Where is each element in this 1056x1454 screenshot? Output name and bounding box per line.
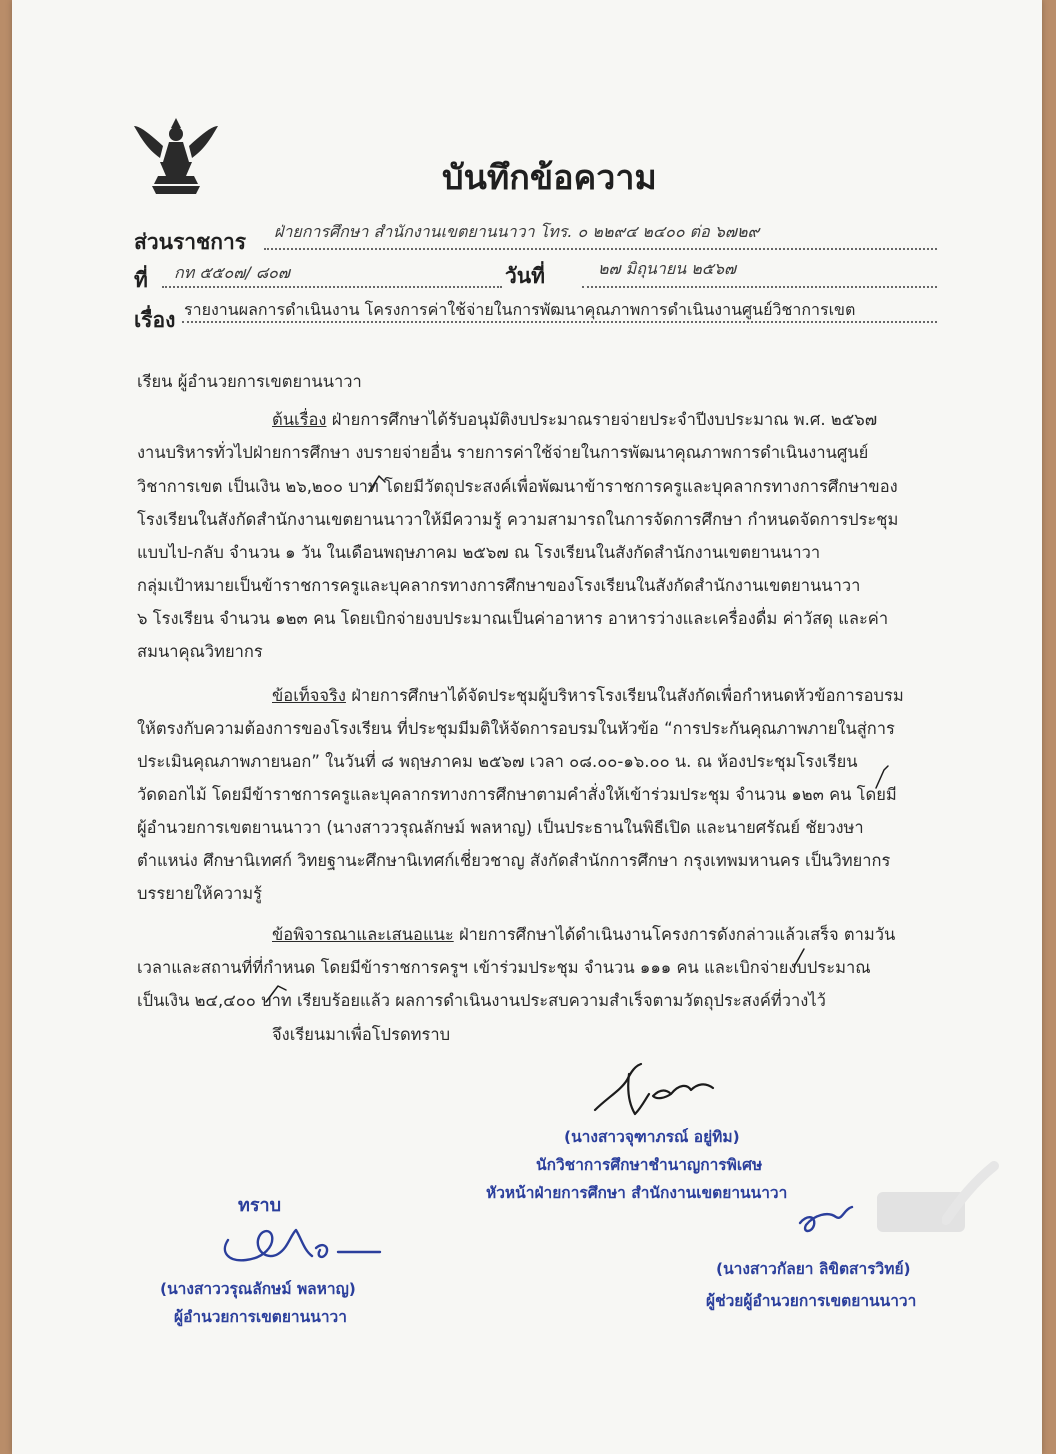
date-label: วันที่ — [505, 264, 545, 288]
signature-assistant — [792, 1195, 882, 1245]
date-value: ๒๗ มิถุนายน ๒๕๖๗ — [598, 259, 737, 278]
memo-paper — [12, 0, 1042, 1454]
director-position: ผู้อำนวยการเขตยานนาวา — [174, 1308, 347, 1326]
body-line: บรรยายให้ความรู้ — [137, 884, 263, 903]
redaction-scribble — [942, 1160, 1002, 1230]
assistant-position: ผู้ช่วยผู้อำนวยการเขตยานนาวา — [706, 1292, 917, 1310]
body-line: สมนาคุณวิทยากร — [137, 642, 263, 661]
document-title: บันทึกข้อความ — [442, 158, 657, 198]
garuda-emblem-icon — [130, 112, 222, 202]
main-signer-position: หัวหน้าฝ่ายการศึกษา สำนักงานเขตยานนาวา — [486, 1184, 788, 1202]
signature-director — [212, 1210, 382, 1270]
section-heading: ข้อเท็จจริง — [272, 686, 346, 705]
body-line: เวลาและสถานที่ที่กำหนด โดยมีข้าราชการครูฯ เข้าร่วมประชุม จำนวน ๑๑๑ คน และเบิกจ่ายงบประมาณ — [137, 958, 871, 977]
body-line: ตำแหน่ง ศึกษานิเทศก์ วิทยฐานะศึกษานิเทศก์เชี่ยวชาญ สังกัดสำนักการศึกษา กรุงเทพมหานคร เป็นวิทยากร — [137, 851, 891, 870]
paragraph-background-first: ต้นเรื่อง ฝ่ายการศึกษาได้รับอนุมัติงบประมาณรายจ่ายประจำปีงบประมาณ พ.ศ. ๒๕๖๗ — [272, 410, 878, 429]
ref-label: ที่ — [134, 268, 148, 292]
signature-main — [587, 1060, 727, 1125]
body-line: แบบไป-กลับ จำนวน ๑ วัน ในเดือนพฤษภาคม ๒๕๖๗ ณ โรงเรียนในสังกัดสำนักงานเขตยานนาวา — [137, 543, 821, 562]
subject-label: เรื่อง — [134, 308, 176, 332]
check-mark-icon — [367, 470, 397, 496]
closing-text: จึงเรียนมาเพื่อโปรดทราบ — [272, 1025, 451, 1044]
body-line: ประเมินคุณภาพภายนอก” ในวันที่ ๘ พฤษภาคม ๒๕๖๗ เวลา ๐๘.๐๐-๑๖.๐๐ น. ณ ห้องประชุมโรงเรียน — [137, 752, 858, 771]
body-line: โรงเรียนในสังกัดสำนักงานเขตยานนาวาให้มีความรู้ ความสามารถในการจัดการศึกษา กำหนดจัดการประชุม — [137, 510, 899, 529]
salutation: เรียน ผู้อำนวยการเขตยานนาวา — [137, 372, 362, 391]
check-mark-icon — [264, 980, 294, 1006]
main-signer-position: นักวิชาการศึกษาชำนาญการพิเศษ — [536, 1156, 763, 1174]
body-line: กลุ่มเป้าหมายเป็นข้าราชการครูและบุคลากรทางการศึกษาของโรงเรียนในสังกัดสำนักงานเขตยานนาวา — [137, 576, 861, 595]
subject-value: รายงานผลการดำเนินงาน โครงการค่าใช้จ่ายในการพัฒนาคุณภาพการดำเนินงานศูนย์วิชาการเขต — [184, 300, 856, 319]
main-signer-name: (นางสาวจุฑาภรณ์ อยู่ทิม) — [564, 1128, 740, 1146]
body-line: วิชาการเขต เป็นเงิน ๒๖,๒๐๐ บาท โดยมีวัตถุประสงค์เพื่อพัฒนาข้าราชการครูและบุคลากรทางการศึกษาของ — [137, 477, 898, 496]
agency-label: ส่วนราชการ — [134, 230, 247, 254]
paragraph-considerations-first: ข้อพิจารณาและเสนอแนะ ฝ่ายการศึกษาได้ดำเนินงานโครงการดังกล่าวแล้วเสร็จ ตามวัน — [272, 925, 896, 944]
ref-value: กท ๕๕๐๗/ ๘๐๗ — [174, 263, 290, 282]
acknowledged-label: ทราบ — [238, 1195, 282, 1216]
director-name: (นางสาววรุณลักษม์ พลหาญ) — [160, 1280, 356, 1298]
check-mark-icon — [874, 764, 900, 792]
assistant-name: (นางสาวกัลยา ลิขิตสารวิทย์) — [716, 1260, 911, 1278]
agency-value: ฝ่ายการศึกษา สำนักงานเขตยานนาวา โทร. ๐ ๒๒๙๔ ๒๔๐๐ ต่อ ๖๗๒๙ — [274, 222, 760, 241]
body-line: วัดดอกไม้ โดยมีข้าราชการครูและบุคลากรทางการศึกษาตามคำสั่งให้เข้าร่วมประชุม จำนวน ๑๒๓ คน โดยมี — [137, 785, 897, 804]
body-line: เป็นเงิน ๒๔,๔๐๐ บาท เรียบร้อยแล้ว ผลการดำเนินงานประสบความสำเร็จตามวัตถุประสงค์ที่วางไว้ — [137, 991, 826, 1010]
section-heading: ต้นเรื่อง — [272, 410, 327, 429]
body-line: ๖ โรงเรียน จำนวน ๑๒๓ คน โดยเบิกจ่ายงบประมาณเป็นค่าอาหาร อาหารว่างและเครื่องดื่ม ค่าวัสดุ และค่า — [137, 609, 889, 628]
check-mark-icon — [792, 945, 818, 971]
section-heading: ข้อพิจารณาและเสนอแนะ — [272, 925, 454, 944]
paragraph-facts-first: ข้อเท็จจริง ฝ่ายการศึกษาได้จัดประชุมผู้บริหารโรงเรียนในสังกัดเพื่อกำหนดหัวข้อการอบรม — [272, 686, 904, 705]
body-line: ผู้อำนวยการเขตยานนาวา (นางสาววรุณลักษม์ พลหาญ) เป็นประธานในพิธีเปิด และนายศรัณย์ ชัยวงษา — [137, 818, 864, 837]
body-line: งานบริหารทั่วไปฝ่ายการศึกษา งบรายจ่ายอื่น รายการค่าใช้จ่ายในการพัฒนาคุณภาพการดำเนินงานศูนย์ — [137, 443, 869, 462]
body-line: ให้ตรงกับความต้องการของโรงเรียน ที่ประชุมมีมติให้จัดการอบรมในหัวข้อ “การประกันคุณภาพภายในสู่การ — [137, 719, 895, 738]
